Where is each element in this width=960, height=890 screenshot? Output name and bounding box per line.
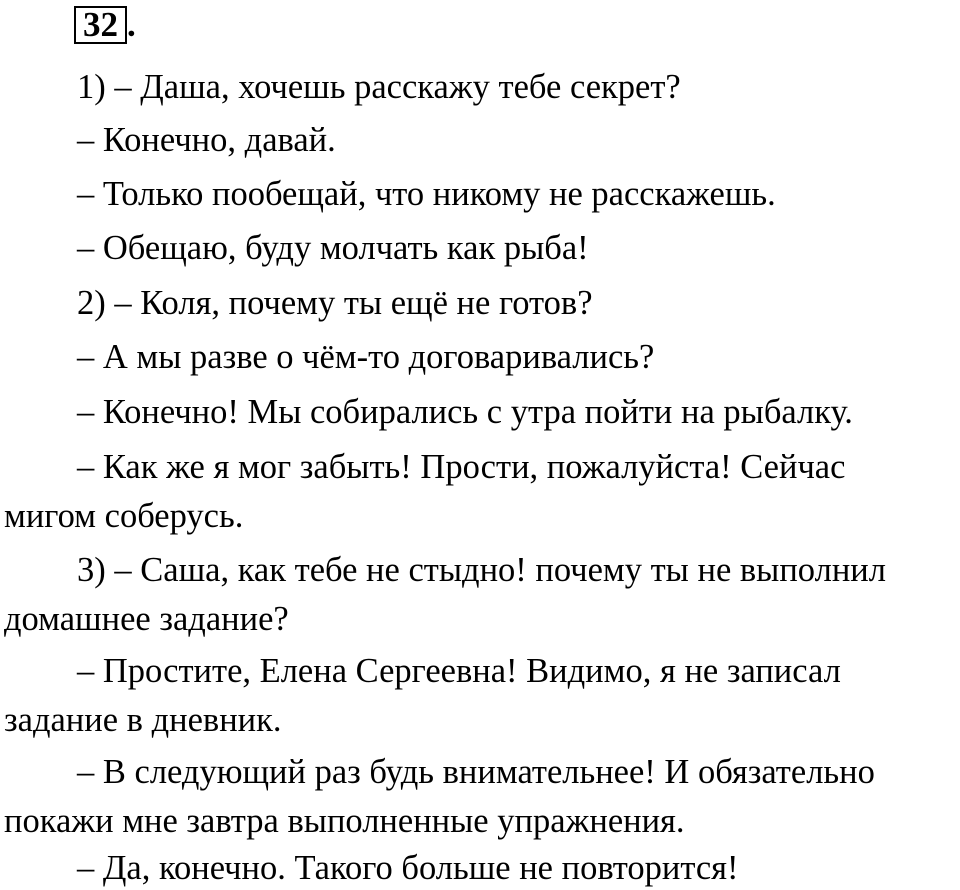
text-line: мигом соберусь. [4,497,244,535]
exercise-number-box: 32 [74,6,127,44]
text-line: – Только пообещай, что никому не расскажешь. [77,175,776,213]
text-line: – Конечно, давай. [77,121,336,159]
text-line: – Обещаю, буду молчать как рыба! [77,229,589,267]
text-line: домашнее задание? [4,600,289,638]
text-line: – Простите, Елена Сергеевна! Видимо, я не записал [77,652,841,690]
text-line: – В следующий раз будь внимательнее! И обязательно [77,753,875,791]
text-line: 1) – Даша, хочешь расскажу тебе секрет? [77,68,681,106]
text-line: 3) – Саша, как тебе не стыдно! почему ты не выполнил [77,551,886,589]
text-line: задание в дневник. [4,701,282,739]
text-line: – Да, конечно. Такого больше не повторится! [77,849,739,887]
exercise-number [74,6,136,42]
text-line: – А мы разве о чём-то договаривались? [77,338,655,376]
text-line: – Как же я мог забыть! Прости, пожалуйста! Сейчас [77,448,846,486]
text-line: – Конечно! Мы собирались с утра пойти на рыбалку. [77,393,853,431]
text-line: 2) – Коля, почему ты ещё не готов? [77,284,593,322]
text-line: покажи мне завтра выполненные упражнения. [4,802,685,840]
exercise-number-suffix: . [127,5,136,44]
